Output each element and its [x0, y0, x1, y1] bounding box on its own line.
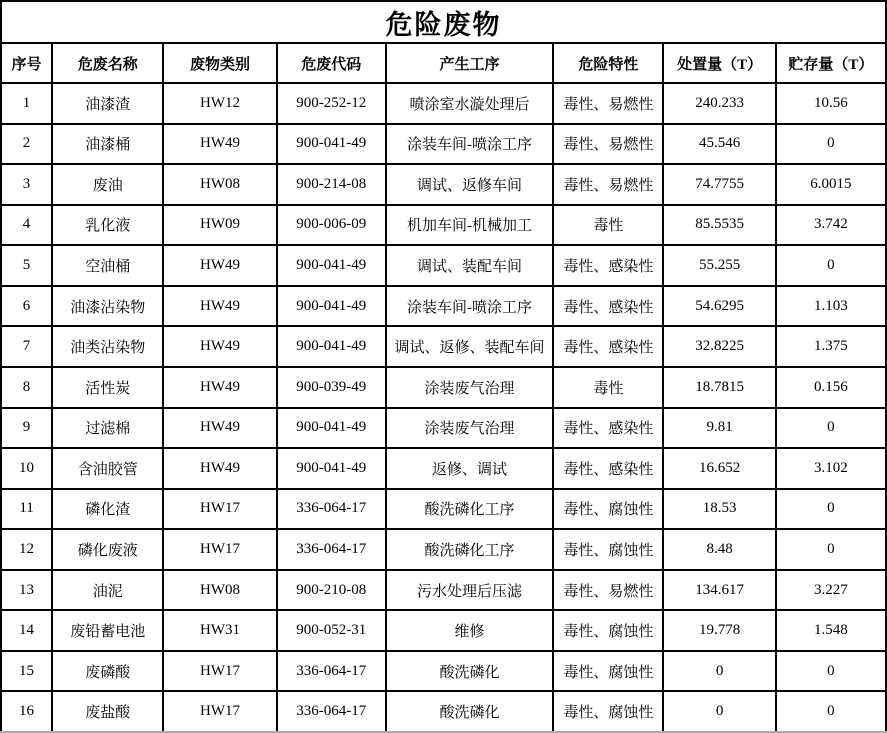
- table-cell: 900-041-49: [277, 245, 386, 286]
- table-cell: HW49: [163, 124, 276, 165]
- table-cell: 毒性: [553, 367, 663, 408]
- table-cell: 900-041-49: [277, 326, 386, 367]
- table-cell: 3.742: [776, 205, 886, 246]
- table-cell: 10.56: [776, 83, 886, 124]
- page-title: 危险废物: [1, 1, 886, 43]
- table-cell: 毒性、感染性: [553, 326, 663, 367]
- table-cell: HW49: [163, 367, 276, 408]
- table-cell: 废磷酸: [52, 651, 163, 692]
- table-cell: 15: [1, 651, 52, 692]
- table-cell: 240.233: [663, 83, 775, 124]
- table-cell: 900-039-49: [277, 367, 386, 408]
- table-cell: HW49: [163, 408, 276, 449]
- table-cell: 10: [1, 448, 52, 489]
- table-cell: 336-064-17: [277, 691, 386, 732]
- table-cell: 336-064-17: [277, 529, 386, 570]
- table-cell: 涂装废气治理: [386, 367, 553, 408]
- table-cell: 14: [1, 610, 52, 651]
- table-cell: 3.227: [776, 570, 886, 611]
- table-cell: HW17: [163, 691, 276, 732]
- table-cell: 磷化废液: [52, 529, 163, 570]
- table-cell: 19.778: [663, 610, 775, 651]
- table-cell: 85.5535: [663, 205, 775, 246]
- table-cell: 134.617: [663, 570, 775, 611]
- table-cell: 4: [1, 205, 52, 246]
- table-cell: 油泥: [52, 570, 163, 611]
- table-cell: 毒性、腐蚀性: [553, 489, 663, 530]
- title-row: [1, 1, 886, 43]
- table-row: [1, 326, 886, 367]
- table-cell: 900-210-08: [277, 570, 386, 611]
- table-cell: HW08: [163, 570, 276, 611]
- table-cell: 涂装车间-喷涂工序: [386, 286, 553, 327]
- table-row: [1, 448, 886, 489]
- table-cell: 900-041-49: [277, 448, 386, 489]
- table-cell: HW08: [163, 164, 276, 205]
- table-cell: 调试、返修、装配车间: [386, 326, 553, 367]
- table-cell: 废盐酸: [52, 691, 163, 732]
- table-cell: HW17: [163, 529, 276, 570]
- table-cell: 1.103: [776, 286, 886, 327]
- table-row: [1, 286, 886, 327]
- table-cell: 空油桶: [52, 245, 163, 286]
- table-cell: 900-041-49: [277, 286, 386, 327]
- table-cell: HW09: [163, 205, 276, 246]
- table-cell: 酸洗磷化工序: [386, 489, 553, 530]
- table-cell: 7: [1, 326, 52, 367]
- table-cell: 机加车间-机械加工: [386, 205, 553, 246]
- table-cell: 毒性、易燃性: [553, 570, 663, 611]
- table-cell: 5: [1, 245, 52, 286]
- column-header-3: 危废代码: [277, 43, 386, 83]
- table-cell: 900-041-49: [277, 408, 386, 449]
- table-cell: 毒性、腐蚀性: [553, 610, 663, 651]
- table-cell: 3: [1, 164, 52, 205]
- table-cell: 酸洗磷化工序: [386, 529, 553, 570]
- table-cell: 336-064-17: [277, 489, 386, 530]
- table-cell: HW49: [163, 448, 276, 489]
- table-cell: 0: [776, 651, 886, 692]
- table-cell: 维修: [386, 610, 553, 651]
- table-cell: 油类沾染物: [52, 326, 163, 367]
- table-cell: 18.7815: [663, 367, 775, 408]
- table-cell: 74.7755: [663, 164, 775, 205]
- table-row: [1, 610, 886, 651]
- table-cell: 废铅蓄电池: [52, 610, 163, 651]
- table-cell: 毒性、感染性: [553, 448, 663, 489]
- table-cell: HW49: [163, 326, 276, 367]
- table-cell: 活性炭: [52, 367, 163, 408]
- table-cell: 0: [776, 245, 886, 286]
- table-cell: 0: [663, 651, 775, 692]
- table-cell: 1.375: [776, 326, 886, 367]
- table-cell: 0.156: [776, 367, 886, 408]
- table-cell: 3.102: [776, 448, 886, 489]
- table-cell: 900-041-49: [277, 124, 386, 165]
- table-cell: 336-064-17: [277, 651, 386, 692]
- table-row: [1, 164, 886, 205]
- table-cell: 毒性、易燃性: [553, 164, 663, 205]
- table-cell: 毒性、感染性: [553, 408, 663, 449]
- column-header-0: 序号: [1, 43, 52, 83]
- table-cell: 毒性、感染性: [553, 245, 663, 286]
- table-cell: 0: [776, 408, 886, 449]
- table-row: [1, 205, 886, 246]
- table-cell: 酸洗磷化: [386, 691, 553, 732]
- table-cell: 11: [1, 489, 52, 530]
- table-cell: 45.546: [663, 124, 775, 165]
- table-cell: 油漆沾染物: [52, 286, 163, 327]
- table-cell: 12: [1, 529, 52, 570]
- table-row: [1, 245, 886, 286]
- table-cell: 毒性、易燃性: [553, 83, 663, 124]
- column-header-7: 贮存量（T）: [776, 43, 886, 83]
- table-cell: 16.652: [663, 448, 775, 489]
- table-cell: 9.81: [663, 408, 775, 449]
- table-cell: 过滤棉: [52, 408, 163, 449]
- table-cell: 6: [1, 286, 52, 327]
- table-cell: 0: [776, 124, 886, 165]
- table-cell: HW49: [163, 286, 276, 327]
- table-cell: HW17: [163, 489, 276, 530]
- table-cell: HW12: [163, 83, 276, 124]
- table-cell: 0: [776, 529, 886, 570]
- column-header-4: 产生工序: [386, 43, 553, 83]
- table-cell: HW31: [163, 610, 276, 651]
- column-header-1: 危废名称: [52, 43, 163, 83]
- table-cell: 毒性、腐蚀性: [553, 651, 663, 692]
- table-cell: 磷化渣: [52, 489, 163, 530]
- table-cell: 毒性: [553, 205, 663, 246]
- table-cell: 18.53: [663, 489, 775, 530]
- column-header-2: 废物类别: [163, 43, 276, 83]
- table-cell: 55.255: [663, 245, 775, 286]
- table-cell: 8: [1, 367, 52, 408]
- table-cell: 0: [776, 489, 886, 530]
- table-cell: 污水处理后压滤: [386, 570, 553, 611]
- table-row: [1, 408, 886, 449]
- table-cell: 13: [1, 570, 52, 611]
- table-cell: 含油胶管: [52, 448, 163, 489]
- table-cell: 2: [1, 124, 52, 165]
- column-header-row: [1, 43, 886, 83]
- table-cell: 900-006-09: [277, 205, 386, 246]
- table-row: [1, 651, 886, 692]
- table-cell: 8.48: [663, 529, 775, 570]
- table-cell: 油漆渣: [52, 83, 163, 124]
- table-cell: 毒性、腐蚀性: [553, 529, 663, 570]
- table-cell: 废油: [52, 164, 163, 205]
- table-cell: 返修、调试: [386, 448, 553, 489]
- column-header-5: 危险特性: [553, 43, 663, 83]
- table-cell: 毒性、感染性: [553, 286, 663, 327]
- table-cell: 乳化液: [52, 205, 163, 246]
- table-cell: 油漆桶: [52, 124, 163, 165]
- table-row: [1, 367, 886, 408]
- table-cell: 900-052-31: [277, 610, 386, 651]
- table-cell: 酸洗磷化: [386, 651, 553, 692]
- table-cell: 54.6295: [663, 286, 775, 327]
- table-cell: 毒性、腐蚀性: [553, 691, 663, 732]
- table-cell: 1.548: [776, 610, 886, 651]
- table-cell: 调试、装配车间: [386, 245, 553, 286]
- table-row: [1, 489, 886, 530]
- table-cell: 涂装车间-喷涂工序: [386, 124, 553, 165]
- table-cell: 900-252-12: [277, 83, 386, 124]
- table-cell: HW49: [163, 245, 276, 286]
- table-cell: 涂装废气治理: [386, 408, 553, 449]
- table-cell: 喷涂室水漩处理后: [386, 83, 553, 124]
- table-row: [1, 529, 886, 570]
- column-header-6: 处置量（T）: [663, 43, 775, 83]
- table-cell: 6.0015: [776, 164, 886, 205]
- table-cell: 毒性、易燃性: [553, 124, 663, 165]
- table-cell: 900-214-08: [277, 164, 386, 205]
- table-cell: HW17: [163, 651, 276, 692]
- table-row: [1, 570, 886, 611]
- table-cell: 1: [1, 83, 52, 124]
- table-cell: 调试、返修车间: [386, 164, 553, 205]
- table-cell: 9: [1, 408, 52, 449]
- table-row: [1, 124, 886, 165]
- table-cell: 0: [776, 691, 886, 732]
- table-row: [1, 691, 886, 732]
- table-cell: 0: [663, 691, 775, 732]
- table-cell: 16: [1, 691, 52, 732]
- table-cell: 32.8225: [663, 326, 775, 367]
- table-row: [1, 83, 886, 124]
